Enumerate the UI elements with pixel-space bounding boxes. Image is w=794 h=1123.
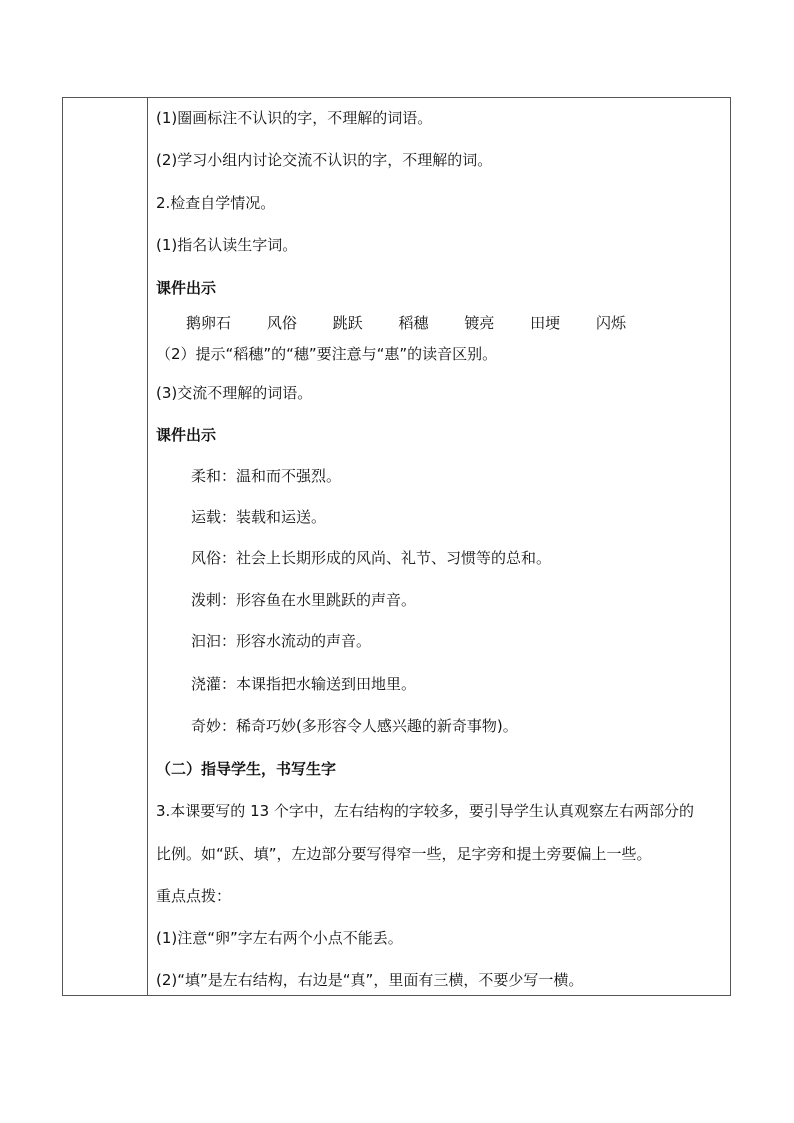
section-heading-writing: （二）指导学生，书写生字	[156, 760, 337, 778]
step-check-self-study: 2.检查自学情况。	[156, 194, 276, 212]
step-pronunciation-tip: （2）提示“稻穗”的“穗”要注意与“惠”的读音区别。	[156, 345, 498, 363]
vocab-word-list	[186, 313, 626, 333]
key-point-1: (1)注意“卵”字左右两个小点不能丢。	[156, 929, 403, 947]
vocab-word: 镀亮	[464, 314, 495, 332]
key-points-heading: 重点点拨：	[156, 887, 232, 905]
word-definition: 柔和：温和而不强烈。	[191, 467, 342, 485]
writing-guidance-line-2: 比例。如“跃、填”，左边部分要写得窄一些，足字旁和提土旁要偏上一些。	[156, 845, 652, 863]
word-definition: 奇妙：稀奇巧妙(多形容令人感兴趣的新奇事物)。	[191, 717, 518, 735]
word-definition: 运载：装载和运送。	[191, 508, 327, 526]
writing-guidance-line-1: 3.本课要写的 13 个字中，左右结构的字较多，要引导学生认真观察左右两部分的	[156, 802, 694, 820]
vocab-word: 鹅卵石	[186, 314, 232, 332]
courseware-heading-1: 课件出示	[156, 279, 217, 297]
vocab-word: 风俗	[266, 314, 297, 332]
vocab-word: 稻穗	[398, 314, 429, 332]
vocab-word: 跳跃	[332, 314, 363, 332]
word-definition: 浇灌：本课指把水输送到田地里。	[191, 675, 417, 693]
vocab-word: 闪烁	[595, 314, 626, 332]
word-definition: 风俗：社会上长期形成的风尚、礼节、习惯等的总和。	[191, 549, 552, 567]
step-discuss-words: (3)交流不理解的词语。	[156, 384, 313, 402]
vocab-word: 田埂	[530, 314, 561, 332]
step-read-words: (1)指名认读生字词。	[156, 236, 298, 254]
step-circle-words: (1)圈画标注不认识的字，不理解的词语。	[156, 109, 433, 127]
column-divider	[147, 98, 148, 995]
step-group-discuss: (2)学习小组内讨论交流不认识的字，不理解的词。	[156, 151, 493, 169]
word-definition: 泼剌：形容鱼在水里跳跃的声音。	[191, 591, 417, 609]
lesson-table	[62, 97, 731, 996]
courseware-heading-2: 课件出示	[156, 426, 217, 444]
word-definition: 汩汩：形容水流动的声音。	[191, 632, 372, 650]
key-point-2: (2)“填”是左右结构，右边是“真”，里面有三横，不要少写一横。	[156, 971, 584, 989]
